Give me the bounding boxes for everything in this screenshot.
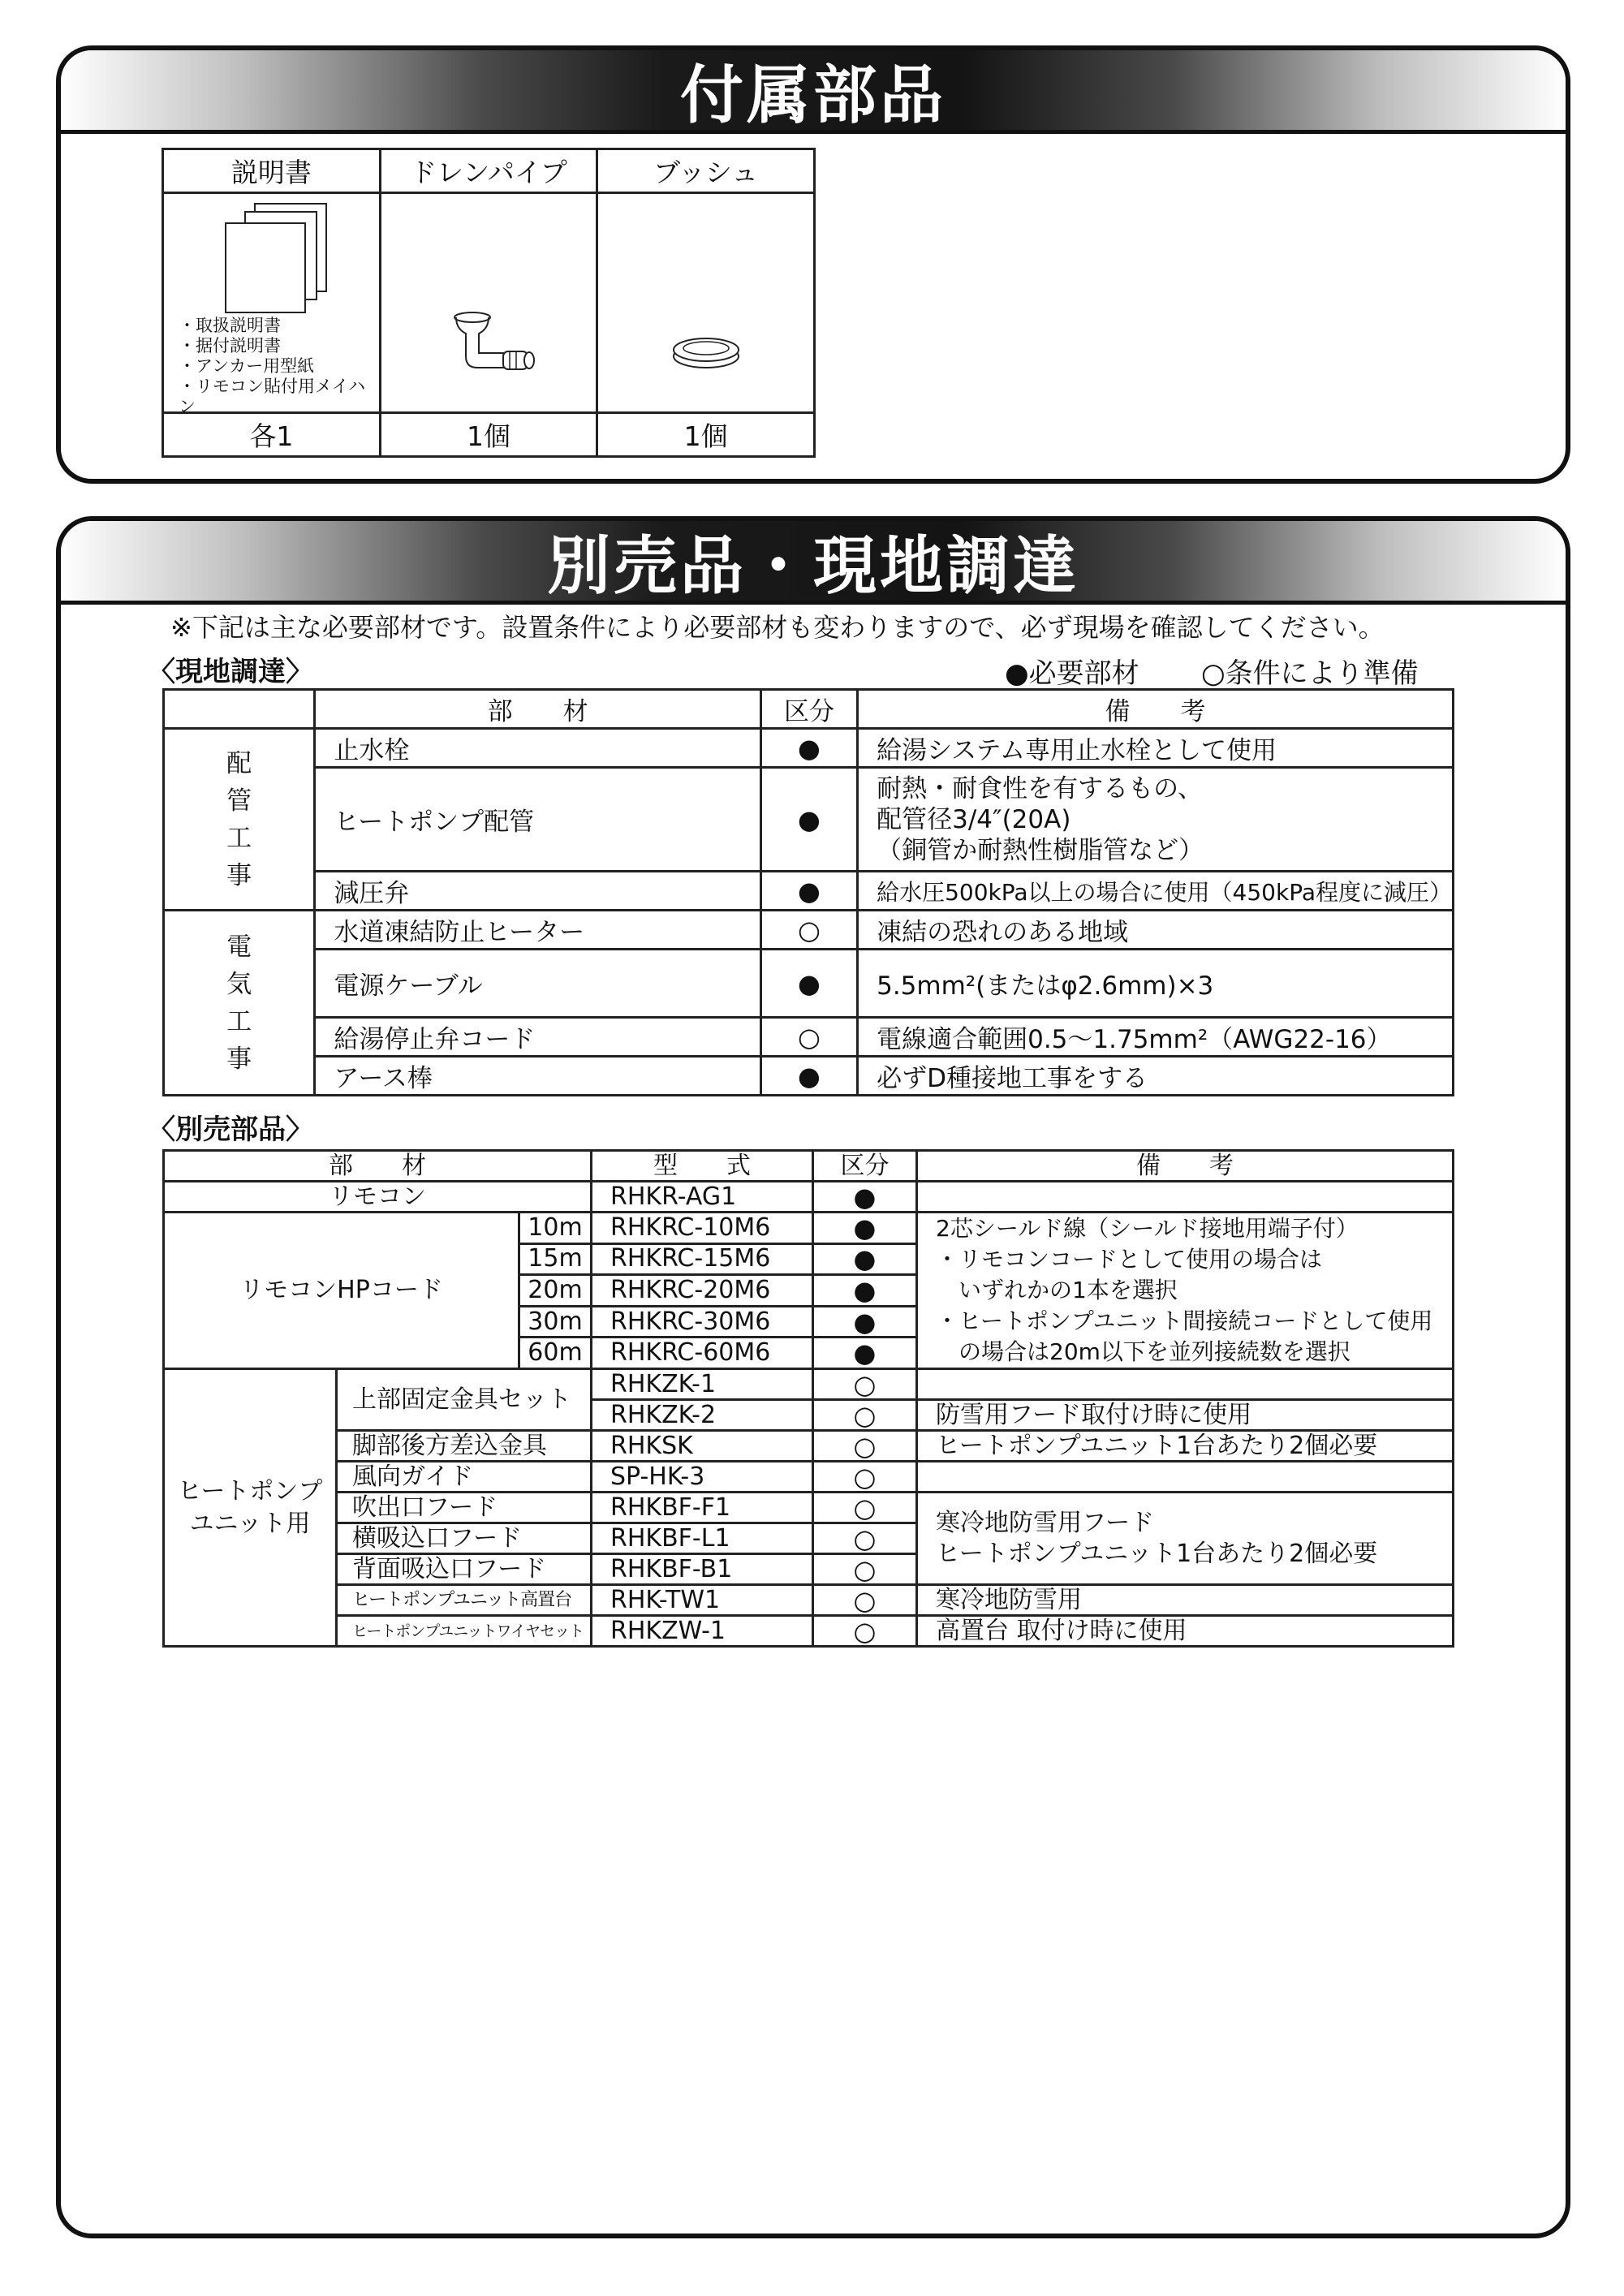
opt-item: 風向ガイド xyxy=(337,1462,592,1493)
opt-mark: ○ xyxy=(813,1585,917,1616)
local-header-item: 部 材 xyxy=(315,690,760,729)
bush-icon xyxy=(598,194,809,411)
drain-pipe-icon xyxy=(381,194,592,411)
opt-model: RHKRC-20M6 xyxy=(592,1275,813,1307)
opt-note-hoods: 寒冷地防雪用フード ヒートポンプユニット1台あたり2個必要 xyxy=(917,1493,1454,1585)
opt-mark: ○ xyxy=(813,1369,917,1400)
opt-item: 背面吸込口フード xyxy=(337,1554,592,1585)
options-title: 別売品・現地調達 xyxy=(546,530,1079,603)
opt-mark: ○ xyxy=(813,1462,917,1493)
opt-length: 15m xyxy=(519,1243,592,1275)
manual-item: ・アンカー用型紙 xyxy=(179,356,315,376)
legend-conditional: ○条件により準備 xyxy=(1201,657,1419,690)
opt-header-model: 型 式 xyxy=(592,1151,813,1182)
opt-mark: ○ xyxy=(813,1431,917,1462)
options-header xyxy=(61,521,1566,605)
opt-mark: ○ xyxy=(813,1616,917,1647)
accessories-table xyxy=(162,148,816,458)
opt-length: 30m xyxy=(519,1306,592,1338)
local-table xyxy=(162,688,1454,1096)
opt-mark: ● xyxy=(813,1275,917,1307)
opt-header-class: 区分 xyxy=(813,1151,917,1182)
opt-item: 上部固定金具セット xyxy=(337,1369,592,1431)
legend-required: ●必要部材 xyxy=(1005,657,1139,690)
opt-model: RHKBF-F1 xyxy=(592,1493,813,1523)
opt-item: 吹出口フード xyxy=(337,1493,592,1523)
opt-model: RHKRC-60M6 xyxy=(592,1338,813,1369)
opt-note-hp-cord: 2芯シールド線（シールド接地用端子付） ・リモコンコードとして使用の場合は いずれかの1本を選択 ・ヒートポンプユニット間接続コードとして使用 の場合は20m以下を並列接続数を選択 xyxy=(917,1213,1454,1369)
local-note: 必ずD種接地工事をする xyxy=(858,1057,1454,1096)
opt-model: RHKZK-1 xyxy=(592,1369,813,1400)
opt-model: RHKR-AG1 xyxy=(592,1182,813,1213)
group-piping: 配 管 工 事 xyxy=(164,729,315,911)
local-item: ヒートポンプ配管 xyxy=(315,768,760,872)
opt-mark: ○ xyxy=(813,1523,917,1554)
header-manual: 説明書 xyxy=(163,149,381,193)
local-mark: ● xyxy=(760,872,857,911)
opt-note: ヒートポンプユニット1台あたり2個必要 xyxy=(917,1431,1454,1462)
opt-mark: ○ xyxy=(813,1554,917,1585)
drain-pipe-cell xyxy=(380,193,597,413)
manual-item: ・取扱説明書 xyxy=(179,316,281,335)
local-note: 耐熱・耐食性を有するもの、 配管径3/4″(20A) （銅管か耐熱性樹脂管など） xyxy=(858,768,1454,872)
opt-note: 防雪用フード取付け時に使用 xyxy=(917,1400,1454,1431)
opt-item: リモコン xyxy=(164,1182,592,1213)
manual-item: ・リモコン貼付用メイハン xyxy=(179,377,366,416)
local-mark: ○ xyxy=(760,911,857,950)
local-item: 止水栓 xyxy=(315,729,760,768)
header-bush: ブッシュ xyxy=(597,149,815,193)
qty-drain-pipe: 1個 xyxy=(380,413,597,457)
opt-model: SP-HK-3 xyxy=(592,1462,813,1493)
opt-item: ヒートポンプユニット高置台 xyxy=(337,1585,592,1616)
accessories-header xyxy=(61,50,1566,134)
opt-header-item: 部 材 xyxy=(164,1151,592,1182)
opt-group-hp-unit: ヒートポンプ ユニット用 xyxy=(164,1369,337,1647)
local-mark: ● xyxy=(760,1057,857,1096)
opt-mark: ● xyxy=(813,1213,917,1244)
opt-model: RHKSK xyxy=(592,1431,813,1462)
header-drain-pipe: ドレンパイプ xyxy=(380,149,597,193)
options-heading: 〈別売部品〉 xyxy=(148,1114,313,1146)
opt-model: RHKRC-30M6 xyxy=(592,1306,813,1338)
local-mark: ○ xyxy=(760,1018,857,1057)
local-header-class: 区分 xyxy=(760,690,857,729)
local-note: 5.5mm²(またはφ2.6mm)×3 xyxy=(858,950,1454,1018)
local-item: 水道凍結防止ヒーター xyxy=(315,911,760,950)
local-note: 凍結の恐れのある地域 xyxy=(858,911,1454,950)
opt-item: 横吸込口フード xyxy=(337,1523,592,1554)
qty-bush: 1個 xyxy=(597,413,815,457)
local-header-note: 備 考 xyxy=(858,690,1454,729)
notice-text: ※下記は主な必要部材です。設置条件により必要部材も変わりますので、必ず現場を確認してください。 xyxy=(170,612,1385,643)
opt-length: 60m xyxy=(519,1338,592,1369)
opt-model: RHKZW-1 xyxy=(592,1616,813,1647)
qty-manual: 各1 xyxy=(163,413,381,457)
opt-model: RHKBF-B1 xyxy=(592,1554,813,1585)
local-mark: ● xyxy=(760,768,857,872)
group-electrical: 電 気 工 事 xyxy=(164,911,315,1096)
opt-model: RHKZK-2 xyxy=(592,1400,813,1431)
manual-cell xyxy=(163,193,381,416)
local-note: 給湯システム専用止水栓として使用 xyxy=(858,729,1454,768)
opt-mark: ● xyxy=(813,1182,917,1213)
local-item: 電源ケーブル xyxy=(315,950,760,1018)
opt-note: 高置台 取付け時に使用 xyxy=(917,1616,1454,1647)
opt-item: 脚部後方差込金具 xyxy=(337,1431,592,1462)
manual-item: ・据付説明書 xyxy=(179,336,281,355)
opt-model: RHKRC-15M6 xyxy=(592,1243,813,1275)
options-table xyxy=(162,1149,1454,1648)
accessories-title: 付属部品 xyxy=(679,59,946,132)
opt-model: RHKRC-10M6 xyxy=(592,1213,813,1244)
local-item: アース棒 xyxy=(315,1057,760,1096)
opt-length: 20m xyxy=(519,1275,592,1307)
opt-item-hp-cord: リモコンHPコード xyxy=(164,1213,519,1369)
bush-cell xyxy=(597,193,815,413)
local-mark: ● xyxy=(760,729,857,768)
local-item: 給湯停止弁コード xyxy=(315,1018,760,1057)
local-mark: ● xyxy=(760,950,857,1018)
opt-model: RHK-TW1 xyxy=(592,1585,813,1616)
local-item: 減圧弁 xyxy=(315,872,760,911)
opt-mark: ○ xyxy=(813,1493,917,1523)
opt-header-note: 備 考 xyxy=(917,1151,1454,1182)
opt-mark: ○ xyxy=(813,1400,917,1431)
opt-model: RHKBF-L1 xyxy=(592,1523,813,1554)
opt-length: 10m xyxy=(519,1213,592,1244)
opt-mark: ● xyxy=(813,1243,917,1275)
opt-mark: ● xyxy=(813,1306,917,1338)
opt-note: 寒冷地防雪用 xyxy=(917,1585,1454,1616)
local-heading: 〈現地調達〉 xyxy=(148,656,313,688)
local-note: 電線適合範囲0.5～1.75mm²（AWG22-16） xyxy=(858,1018,1454,1057)
local-note: 給水圧500kPa以上の場合に使用（450kPa程度に減圧） xyxy=(858,872,1454,911)
opt-mark: ● xyxy=(813,1338,917,1369)
opt-item: ヒートポンプユニットワイヤセット xyxy=(337,1616,592,1647)
